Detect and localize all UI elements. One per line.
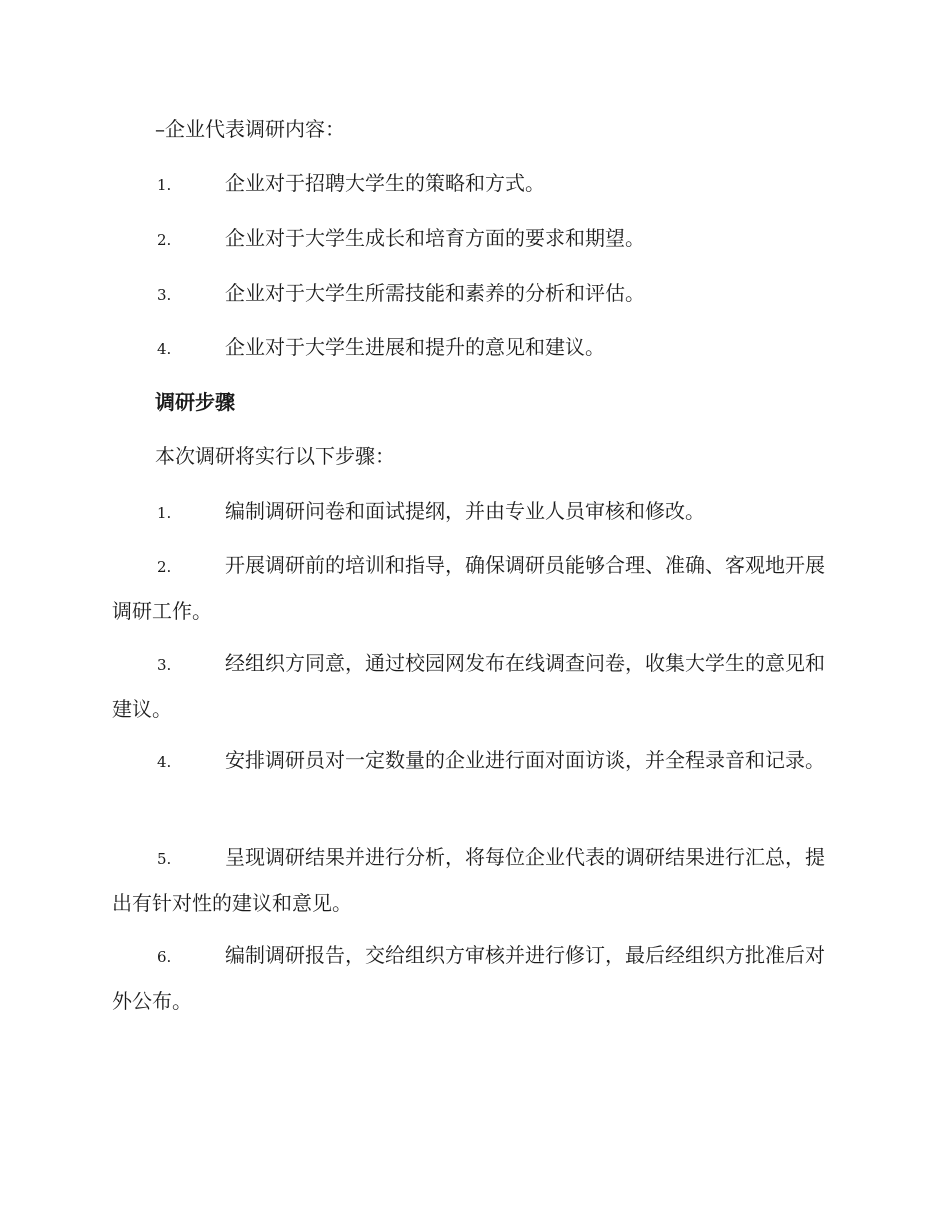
list-number: 5.: [157, 850, 172, 868]
list-item-text: 企业对于大学生进展和提升的意见和建议。: [225, 335, 605, 359]
enterprise-item-1: [112, 161, 842, 207]
list-number: 3.: [157, 286, 172, 304]
list-item-text: 编制调研问卷和面试提纲，并由专业人员审核和修改。: [225, 499, 705, 523]
list-item-text: 开展调研前的培训和指导，确保调研员能够合理、准确、客观地开展调研工作。: [112, 553, 825, 623]
steps-intro-line: 本次调研将实行以下步骤：: [155, 444, 395, 468]
step-item-3: [112, 641, 842, 731]
enterprise-intro-line: –企业代表调研内容：: [155, 117, 345, 141]
list-number: 3.: [157, 656, 172, 674]
step-item-4: [112, 738, 842, 784]
list-number: 2.: [157, 231, 172, 249]
list-item-text: 企业对于大学生成长和培育方面的要求和期望。: [225, 226, 645, 250]
enterprise-item-4: [112, 325, 842, 371]
section-heading: 调研步骤: [155, 390, 235, 414]
step-item-2: [112, 543, 842, 633]
list-number: 4.: [157, 340, 172, 358]
list-item-text: 经组织方同意，通过校园网发布在线调查问卷，收集大学生的意见和建议。: [112, 651, 825, 721]
step-item-6: [112, 933, 842, 1023]
list-number: 1.: [157, 176, 172, 194]
list-item-text: 企业对于大学生所需技能和素养的分析和评估。: [225, 281, 645, 305]
list-item-text: 安排调研员对一定数量的企业进行面对面访谈，并全程录音和记录。: [225, 748, 825, 772]
enterprise-item-3: [112, 271, 842, 317]
list-number: 6.: [157, 948, 172, 966]
step-item-5: [112, 835, 842, 925]
list-item-text: 呈现调研结果并进行分析，将每位企业代表的调研结果进行汇总，提出有针对性的建议和意见。: [112, 845, 825, 915]
list-item-text: 企业对于招聘大学生的策略和方式。: [225, 171, 545, 195]
step-item-1: [112, 489, 842, 535]
list-number: 4.: [157, 753, 172, 771]
list-item-text: 编制调研报告，交给组织方审核并进行修订，最后经组织方批准后对外公布。: [112, 943, 825, 1013]
list-number: 1.: [157, 504, 172, 522]
enterprise-item-2: [112, 216, 842, 262]
list-number: 2.: [157, 558, 172, 576]
